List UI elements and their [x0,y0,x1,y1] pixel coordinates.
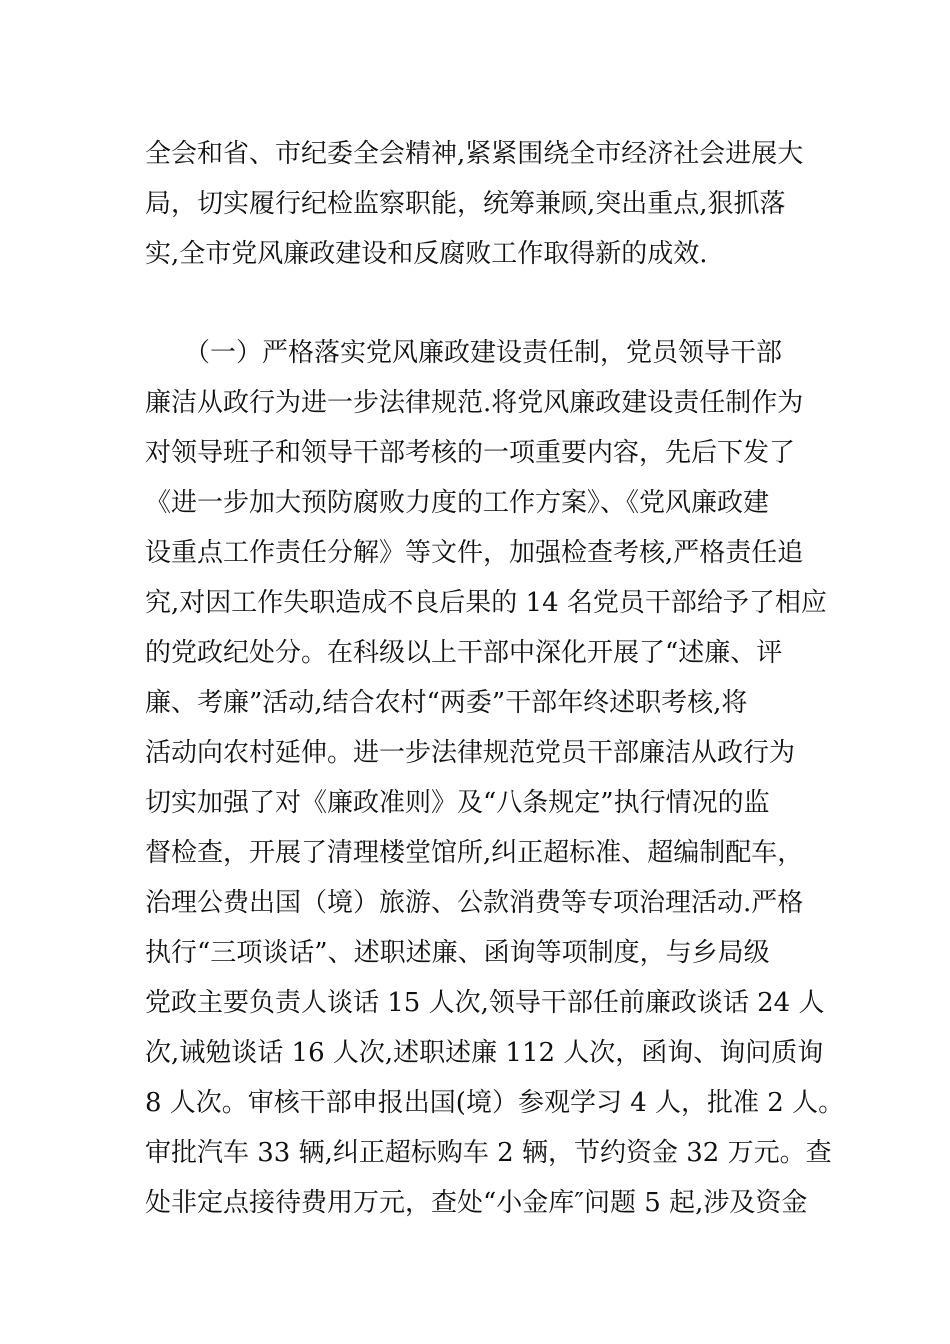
section-line-11: 督检查，开展了清理楼堂馆所,纠正超标准、超编制配车， [145,838,804,868]
section-line-6: 究,对因工作失职造成不良后果的 14 名党员干部给予了相应 [145,588,827,618]
section-line-4: 《进一步加大预防腐败力度的工作方案》、《党风廉政建 [145,488,770,518]
section-line-7: 的党政纪处分。在科级以上干部中深化开展了“述廉、评 [145,638,783,668]
intro-line-1: 全会和省、市纪委全会精神,紧紧围绕全市经济社会进展大 [145,139,804,169]
section-line-16: 8 人次。审核干部申报出国(境）参观学习 4 人，批准 2 人。 [145,1088,845,1118]
section-line-2: 廉洁从政行为进一步法律规范.将党风廉政建设责任制作为 [145,388,804,418]
intro-line-2: 局，切实履行纪检监察职能，统筹兼顾,突出重点,狠抓落 [145,189,786,219]
section-line-8: 廉、考廉”活动,结合农村“两委”干部年终述职考核,将 [145,688,748,718]
section-line-17: 审批汽车 33 辆,纠正超标购车 2 辆，节约资金 32 万元。查 [145,1138,832,1168]
section-line-13: 执行“三项谈话”、述职述廉、函询等项制度，与乡局级 [145,938,770,968]
section-line-5: 设重点工作责任分解》等文件，加强检查考核,严格责任追 [145,538,804,568]
intro-line-3: 实,全市党风廉政建设和反腐败工作取得新的成效. [145,239,708,269]
section-line-18: 处非定点接待费用万元，查处“小金库″问题 5 起,涉及资金 [145,1188,808,1218]
section-line-3: 对领导班子和领导干部考核的一项重要内容，先后下发了 [145,438,796,468]
section-line-14: 党政主要负责人谈话 15 人次,领导干部任前廉政谈话 24 人 [145,988,825,1018]
section-line-9: 活动向农村延伸。进一步法律规范党员干部廉洁从政行为 [145,738,796,768]
section-line-10: 切实加强了对《廉政准则》及“八条规定”执行情况的监 [145,788,770,818]
section-line-1: （一）严格落实党风廉政建设责任制，党员领导干部 [145,338,783,368]
section-line-12: 治理公费出国（境）旅游、公款消费等专项治理活动.严格 [145,888,804,918]
section-line-15: 次,诫勉谈话 16 人次,述职述廉 112 人次，函询、询问质询 [145,1038,824,1068]
